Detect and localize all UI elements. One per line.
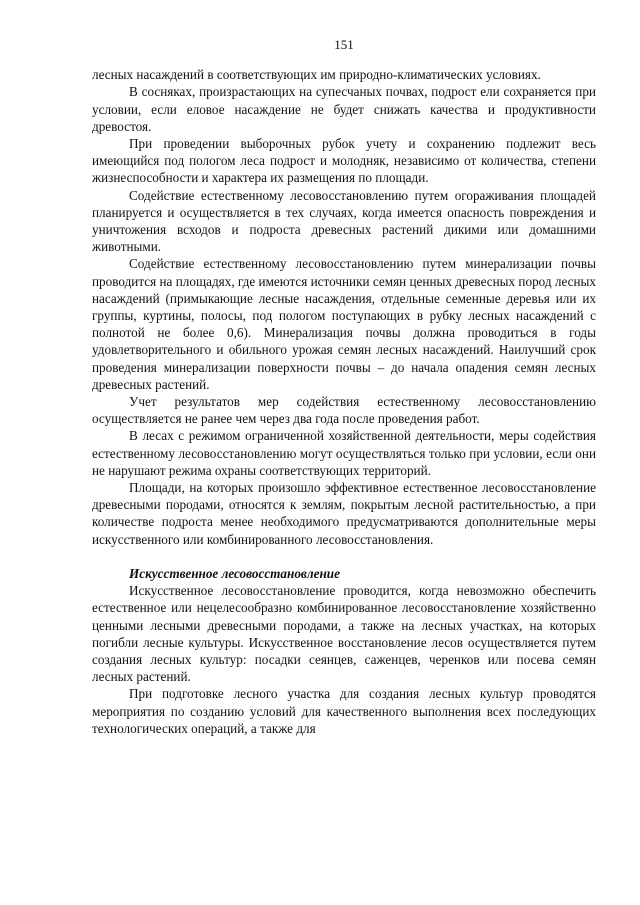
paragraph-restricted-forests: В лесах с режимом ограниченной хозяйственной деятельности, меры содействия естественному лесовосстановлению могут осуществляться только при условии, если они не нарушают режима охраны соответствующих территорий. <box>92 428 596 478</box>
section-heading: Искусственное лесовосстановление <box>129 565 340 581</box>
paragraph-selective-felling: При проведении выборочных рубок учету и сохранению подлежит весь имеющийся под пологом леса подрост и молодняк, независимо от количества, степени жизнеспособности и характера их размещения по площади. <box>92 136 596 186</box>
paragraph-effective-restoration: Площади, на которых произошло эффективное естественное лесовосстановление древесными породами, относятся к землям, покрытым лесной растительностью, а при количестве подроста менее необходимого предусматриваются дополнительные меры искусственного или комбинированного лесовосстановления. <box>92 480 596 547</box>
document-page <box>92 36 596 737</box>
page-number: 151 <box>334 37 354 52</box>
paragraph-site-preparation: При подготовке лесного участка для создания лесных культур проводятся мероприятия по созданию условий для качественного выполнения всех последующих технологических операций, а также для <box>92 686 596 736</box>
paragraph-pine-undergrowth: В сосняках, произрастающих на супесчаных почвах, подрост ели сохраняется при условии, если еловое насаждение не будет снижать качества и продуктивности древостоя. <box>92 84 596 134</box>
paragraph-fencing: Содействие естественному лесовосстановлению путем огораживания площадей планируется и осуществляется в тех случаях, когда имеется опасность повреждения и уничтожения всходов и подроста древесных растений дикими или домашними животными. <box>92 187 596 255</box>
paragraph-continuation: лесных насаждений в соответствующих им природно-климатических условиях. <box>92 67 541 83</box>
paragraph-results-accounting: Учет результатов мер содействия естественному лесовосстановлению осуществляется не ранее чем через два года после проведения работ. <box>92 394 596 427</box>
paragraph-artificial-restoration: Искусственное лесовосстановление проводится, когда невозможно обеспечить естественное или нецелесообразно комбинированное лесовосстановление хозяйственно ценными лесными древесными породами, а также на лесных участках, на которых погибли лесные культуры. Искусственное восстановление лесов осуществляется путем создания лесных культур: посадки сеянцев, саженцев, черенков или посева семян лесных растений. <box>92 583 596 685</box>
paragraph-soil-mineralization: Содействие естественному лесовосстановлению путем минерализации почвы проводится на площадях, где имеются источники семян ценных древесных пород лесных насаждений (примыкающие лесные насаждения, отдельные семенные деревья или их группы, куртины, полосы, под пологом поступающих в рубку лесных насаждений с полнотой не более 0,6). Минерализация почвы должна проводиться в годы удовлетворительного и обильного урожая семян лесных насаждений. Наилучший срок проведения минерализации поверхности почвы – до начала опадения семян лесных древесных растений. <box>92 256 597 392</box>
